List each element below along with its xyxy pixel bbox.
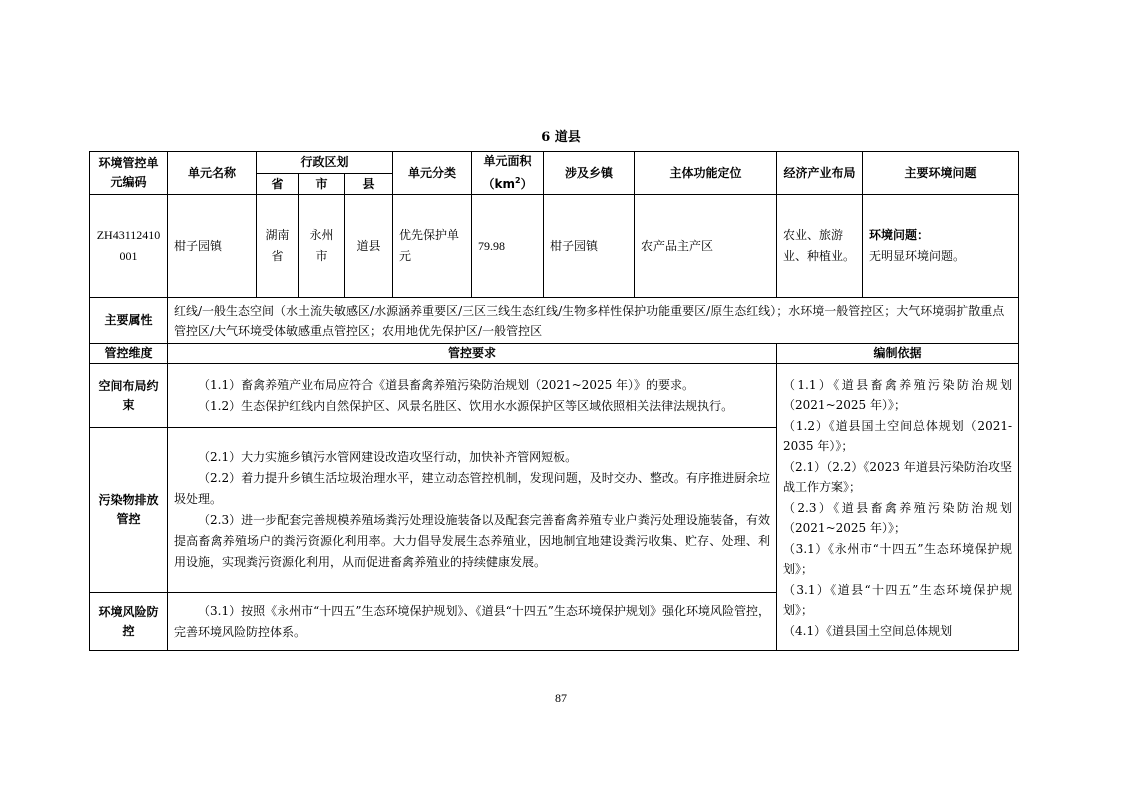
header-area-unit: （km [482,177,515,191]
header-economy: 经济产业布局 [777,152,863,195]
header-province: 省 [257,174,299,195]
attributes-label: 主要属性 [90,298,168,344]
spatial-item: （1.1）畜禽养殖产业布局应符合《道县畜禽养殖污染防治规划（2021~2025 年）》的要求。 [198,377,695,392]
control-unit-table [89,151,1019,651]
unit-name: 柑子园镇 [168,195,257,298]
pollution-item: （2.3）进一步配套完善规模养殖场粪污处理设施装备以及配套完善畜禽养殖专业户粪污处理设施装备，有效提高畜禽养殖场户的粪污资源化利用率。大力倡导发展生态养殖业，因地制宜地建设粪污收集、贮存、处理、利用设施，实现粪污资源化利用，从而促进畜禽养殖业的持续健康发展。 [174,513,771,569]
pollution-item: （2.1）大力实施乡镇污水管网建设改造攻坚行动，加快补齐管网短板。 [198,450,578,464]
basis-item: （1.1）《道县畜禽养殖污染防治规划（2021~2025 年）》； [783,377,1013,413]
header-area-line1: 单元面积 [483,154,532,168]
unit-category: 优先保护单元 [393,195,472,298]
basis-item: （3.1）《道县“十四五”生态环境保护规划》； [783,582,1013,618]
unit-economy: 农业、旅游业、种植业。 [777,195,863,298]
basis-item: （2.3）《道县畜禽养殖污染防治规划（2021~2025 年）》； [783,500,1013,536]
unit-function: 农产品主产区 [635,195,777,298]
header-towns: 涉及乡镇 [544,152,635,195]
attributes-text: 红线/一般生态空间（水土流失敏感区/水源涵养重要区/三区三线生态红线/生物多样性保护功能重要区/原生态红线）；水环境一般管控区；大气环境弱扩散重点管控区/大气环境受体敏感重点管控区；农用地优先保护区/一般管控区 [168,298,1019,344]
header-area-line2 [478,171,537,194]
header-city: 市 [299,174,345,195]
section-title: 6 道县 [541,130,581,145]
basis-item: （4.1）《道县国土空间总体规划 [783,623,953,638]
control-requirements-header: 管控要求 [168,344,777,364]
dimension-spatial-label: 空间布局约束 [90,364,168,428]
dimension-risk-label: 环境风险防控 [90,593,168,651]
spatial-item: （1.2）生态保护红线内自然保护区、风景名胜区、饮用水水源保护区等区域依照相关法律法规执行。 [198,398,734,413]
unit-province: 湖南省 [257,195,299,298]
control-dimension-header: 管控维度 [90,344,168,364]
control-basis-header: 编制依据 [777,344,1019,364]
header-area-close: ） [520,177,533,191]
issues-label: 环境问题： [869,228,930,242]
risk-item: （3.1）按照《永州市“十四五”生态环境保护规划》、《道县“十四五”生态环境保护规划》强化环境风险管控，完善环境风险防控体系。 [174,603,771,639]
unit-county: 道县 [345,195,393,298]
header-code: 环境管控单元编码 [90,152,168,195]
header-county: 县 [345,174,393,195]
unit-area: 79.98 [472,195,544,298]
unit-code: ZH43112410001 [90,195,168,298]
header-name: 单元名称 [168,152,257,195]
header-category: 单元分类 [393,152,472,195]
header-function: 主体功能定位 [635,152,777,195]
issues-text: 无明显环境问题。 [869,249,966,263]
page-number: 87 [555,691,567,705]
unit-city: 永州市 [299,195,345,298]
header-issues: 主要环境问题 [863,152,1019,195]
header-area-sup: 2 [514,176,521,185]
header-area [472,152,544,195]
basis-item: （1.2）《道县国土空间总体规划（2021-2035 年）》； [783,418,1013,454]
pollution-requirements [168,428,777,593]
risk-requirements [168,593,777,651]
basis-list [777,364,1019,651]
basis-item: （3.1）《永州市“十四五”生态环境保护规划》； [783,541,1013,577]
spatial-requirements [168,364,777,428]
pollution-item: （2.2）着力提升乡镇生活垃圾治理水平，建立动态管控机制，发现问题，及时交办、整改。有序推进厨余垃圾处理。 [174,471,771,506]
header-admin: 行政区划 [257,152,393,174]
basis-item: （2.1）（2.2）《2023 年道县污染防治攻坚战工作方案》； [783,459,1013,495]
dimension-pollution-label: 污染物排放管控 [90,428,168,593]
unit-towns: 柑子园镇 [544,195,635,298]
unit-issues [863,195,1019,298]
